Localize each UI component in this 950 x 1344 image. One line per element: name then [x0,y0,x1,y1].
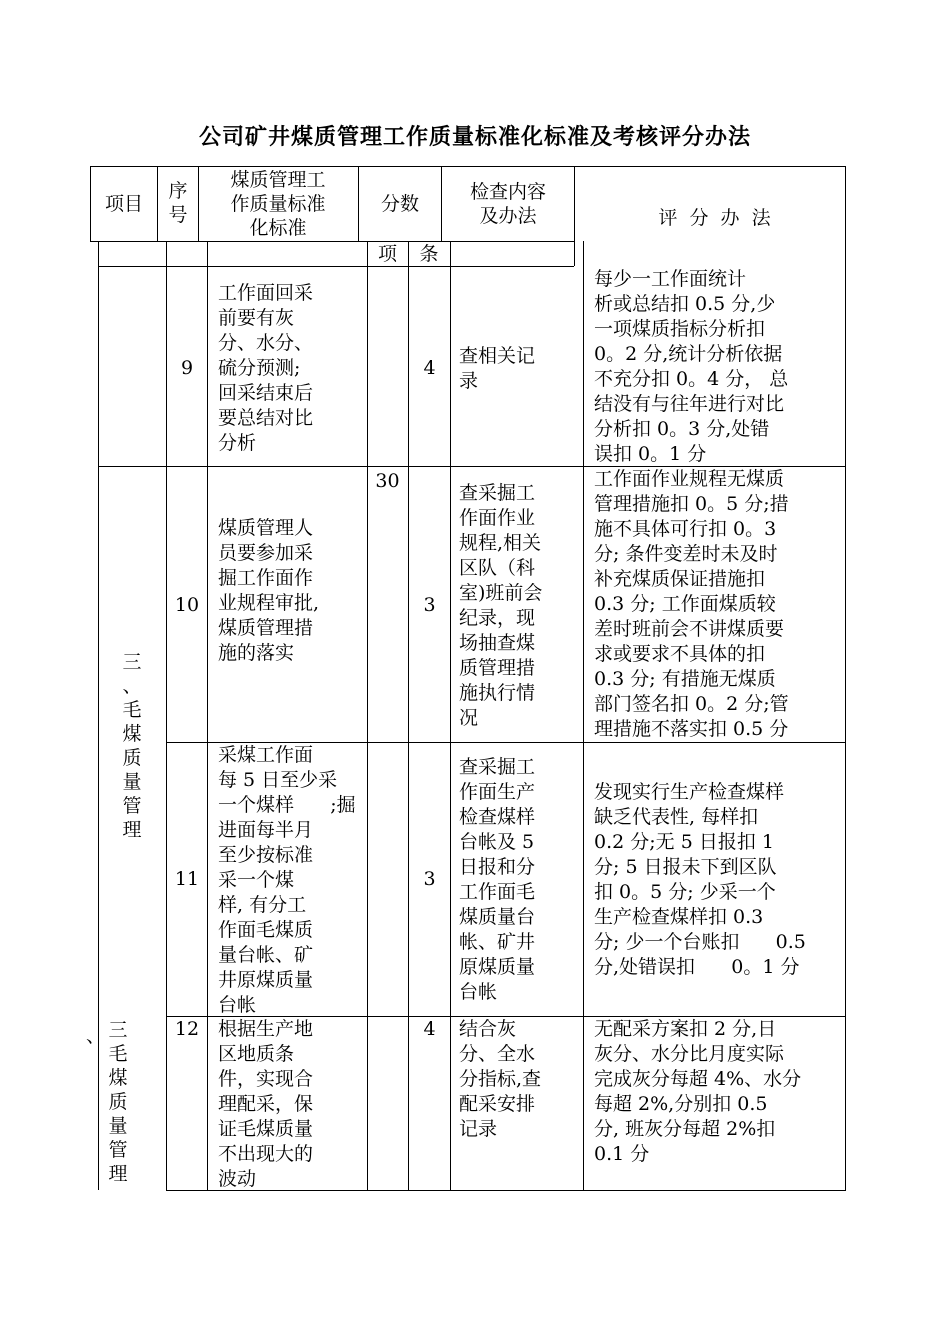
page-title: 公司矿井煤质管理工作质量标准化标准及考核评分办法 [198,124,751,150]
header-method: 评 分 办 法 [658,207,771,229]
row-11-check: 查采掘工 作面生产 检查煤样 台帐及 5 日报和分 工作面毛 煤质量台 帐、矿井 原煤质量 台帐 [459,756,536,1003]
row-9-standard: 工作面回采 前要有灰 分、水分、 硫分预测; 回采结束后 要总结对比 分析 [218,282,314,454]
header-score: 分数 [380,193,419,215]
row-10-check: 查采掘工 作面作业 规程,相关 区队（科 室)班前会 纪录，现 场抽查煤 质管理措 施执行情 况 [459,482,543,729]
row-12-seq: 12 [174,1018,200,1040]
header-seq: 序 号 [168,180,188,226]
header-item: 项目 [104,193,143,215]
section-label-mid: 三 、 毛 煤 质 量 管 理 [122,651,142,841]
row-12-method: 无配采方案扣 2 分,日 灰分、水分比月度实际 完成灰分每超 4%、水分 每超 2%,分别扣 0.5 分, 班灰分每超 2%扣 0.1 分 [594,1018,802,1165]
row-12-clause-score: 4 [423,1018,436,1040]
header-check: 检查内容 及办法 [469,181,546,227]
row-9-clause-score: 4 [423,357,436,379]
row-9-seq: 9 [180,357,194,379]
row-11-clause-score: 3 [423,868,436,890]
row-11-standard: 采煤工作面 每 5 日至少采 一个煤样 ;掘 进面每半月 至少按标准 采一个煤 样, 有分工 作面毛煤质 量台帐、矿 井原煤质量 台帐 [218,744,356,1016]
header-standard: 煤质管理工 作质量标准 化标准 [230,169,326,239]
section-total-score: 30 [375,470,400,492]
header-score-clause: 条 [419,243,439,265]
row-10-seq: 10 [174,594,200,616]
row-10-clause-score: 3 [423,594,436,616]
section-label-bottom: 三 毛 煤 质 量 管 理 [108,1019,128,1185]
row-10-method: 工作面作业规程无煤质 管理措施扣 0。5 分;措 施不具体可行扣 0。3 分; 条件变差时未及时 补充煤质保证措施扣 0.3 分; 工作面煤质较 差时班前会不讲煤质要 求或要求不具体的扣 0.3 分; 有措施无煤质 部门签名扣 0。2 分;管 理措施不落实扣 0.5 分 [594,468,789,740]
row-9-method: 每少一工作面统计 析或总结扣 0.5 分,少 一项煤质指标分析扣 0。2 分,统计分析依据 不充分扣 0。4 分， 总 结没有与往年进行对比 分析扣 0。3 分,处错 误扣 0。1 分 [594,268,789,465]
row-9-check: 查相关记 录 [459,345,536,392]
section-dot: 、 [86,1025,106,1047]
row-10-standard: 煤质管理人 员要参加采 掘工作面作 业规程审批, 煤质管理措 施的落实 [218,517,320,664]
row-12-standard: 根据生产地 区地质条 件，实现合 理配采，保 证毛煤质量 不出现大的 波动 [218,1018,314,1190]
header-score-item: 项 [377,243,397,265]
row-11-method: 发现实行生产检查煤样 缺乏代表性, 每样扣 0.2 分;无 5 日报扣 1 分; 5 日报未下到区队 扣 0。5 分; 少采一个 生产检查煤样扣 0.3 分; 少一个台账扣 0.5 分,处错误扣 0。1 分 [594,781,806,978]
row-11-seq: 11 [174,868,200,890]
row-12-check: 结合灰 分、全水 分指标,查 配采安排 记录 [459,1018,542,1140]
